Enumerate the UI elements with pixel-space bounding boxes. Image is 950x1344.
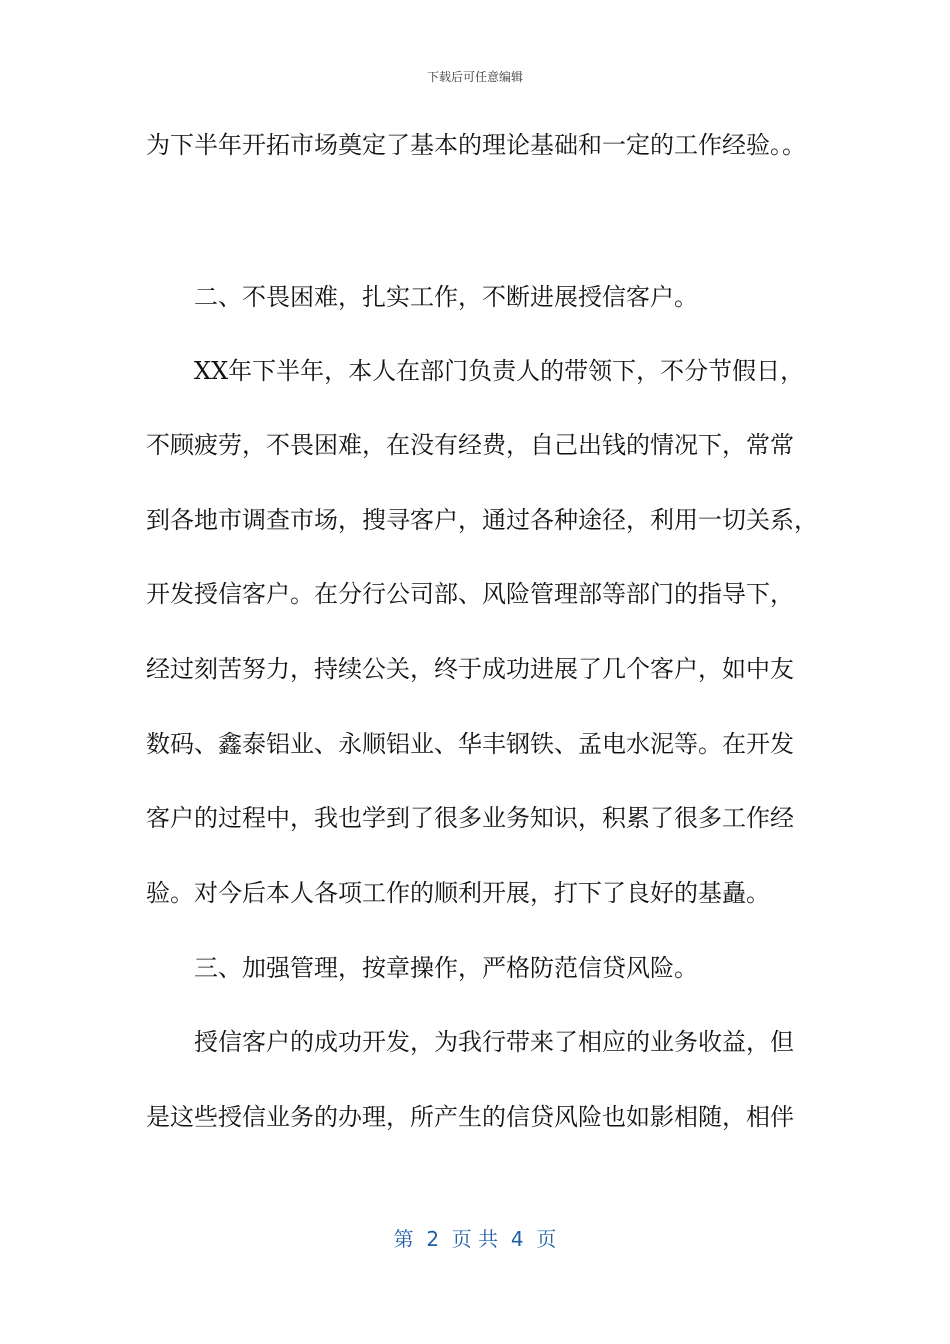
section-heading: 二、不畏困难，扎实工作，不断进展授信客户。	[194, 283, 698, 311]
text-line: 开发授信客户。在分行公司部、风险管理部等部门的指导下，	[146, 580, 794, 608]
text-line: 验。对今后本人各项工作的顺利开展，打下了良好的基矗。	[146, 879, 770, 907]
text-line: 是这些授信业务的办理，所产生的信贷风险也如影相随，相伴	[146, 1103, 794, 1131]
text-line: 为下半年开拓市场奠定了基本的理论基础和一定的工作经验。。	[146, 131, 806, 159]
page-number-footer: 第 2 页 共 4 页	[393, 1227, 557, 1251]
text-line: XX年下半年，本人在部门负责人的带领下，不分节假日，	[194, 357, 805, 385]
text-line: 授信客户的成功开发，为我行带来了相应的业务收益，但	[194, 1028, 794, 1056]
text-line: 到各地市调查市场，搜寻客户，通过各种途径，利用一切关系，	[146, 506, 818, 534]
text-line: 经过刻苦努力，持续公关，终于成功进展了几个客户，如中友	[146, 655, 794, 683]
header-note: 下载后可任意编辑	[426, 70, 523, 84]
text-line: 不顾疲劳，不畏困难，在没有经费，自己出钱的情况下，常常	[146, 431, 794, 459]
text-line: 客户的过程中，我也学到了很多业务知识，积累了很多工作经	[146, 804, 794, 832]
text-line: 数码、鑫泰铝业、永顺铝业、华丰钢铁、孟电水泥等。在开发	[146, 730, 794, 758]
section-heading: 三、加强管理，按章操作，严格防范信贷风险。	[194, 954, 698, 982]
